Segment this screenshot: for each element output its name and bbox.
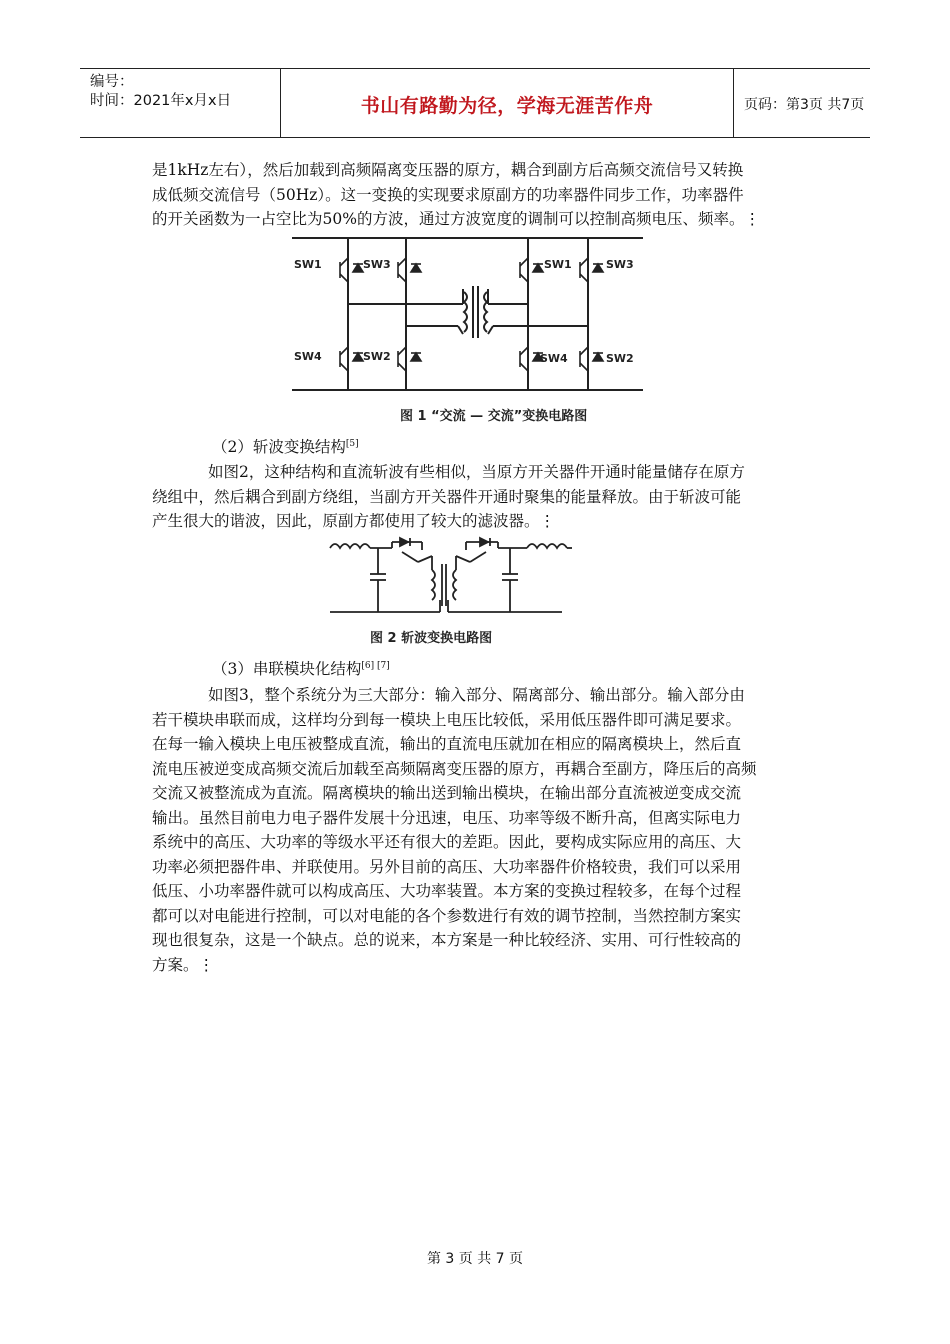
- text-line: 都可以对电能进行控制，可以对电能的各个参数进行有效的调节控制，当然控制方案实: [152, 906, 742, 925]
- figure-1-caption: 图 1 “交流 — 交流”变换电路图: [400, 409, 588, 424]
- text-line: 系统中的高压、大功率的等级水平还有很大的差距。因此，要构成实际应用的高压、大: [152, 833, 742, 851]
- text-line: 的开关函数为一占空比为50%的方波，通过方波宽度的调制可以控制高频电压、频率。⋮: [152, 210, 760, 228]
- switch-label: SW4: [540, 352, 568, 365]
- page-header: [80, 68, 870, 138]
- text-line: 若干模块串联而成，这样均分到每一模块上电压比较低，采用低压器件即可满足要求。: [152, 710, 742, 729]
- figure-2-chopper-diagram: [322, 534, 648, 650]
- text-line: 如图2，这种结构和直流斩波有些相似，当原方开关器件开通时能量储存在原方: [208, 463, 745, 481]
- text-line: 功率必须把器件串、并联使用。另外目前的高压、大功率器件价格较贵，我们可以采用: [152, 857, 742, 876]
- text-line: 流电压被逆变成高频交流后加载至高频隔离变压器的原方，再耦合至副方，降压后的高频: [152, 759, 757, 778]
- header-page-cell: [732, 69, 870, 137]
- text-line: 成低频交流信号（50Hz）。这一变换的实现要求原副方的功率器件同步工作，功率器件: [152, 185, 744, 204]
- section-3-title: （3）串联模块化结构: [212, 660, 362, 678]
- figure-2-caption: 图 2 斩波变换电路图: [370, 631, 493, 646]
- paragraph-3: [152, 683, 794, 977]
- motto: 书山有路勤为径，学海无涯苦作舟: [360, 95, 654, 117]
- text-line: 交流又被整流成为直流。隔离模块的输出送到输出模块，在输出部分直流被逆变成交流: [152, 784, 742, 802]
- text-line: 是1kHz左右），然后加载到高频隔离变压器的原方，耦合到副方后高频交流信号又转换: [152, 161, 744, 179]
- switch-label: SW3: [606, 258, 634, 271]
- number-label: 编号：: [90, 74, 134, 90]
- text-line: 输出。虽然目前电力电子器件发展十分迅速，电压、功率等级不断升高，但离实际电力: [152, 808, 742, 827]
- text-line: 绕组中，然后耦合到副方绕组，当副方开关器件开通时聚集的能量释放。由于斩波可能: [152, 487, 742, 506]
- text-line: 在每一输入模块上电压被整成直流，输出的直流电压就加在相应的隔离模块上，然后直: [152, 735, 742, 753]
- text-line: 现也很复杂，这是一个缺点。总的说来，本方案是一种比较经济、实用、可行性较高的: [152, 931, 742, 949]
- page-footer: 第 3 页 共 7 页: [426, 1251, 524, 1267]
- text-line: 产生很大的谐波，因此，原副方都使用了较大的滤波器。⋮: [152, 512, 556, 530]
- section-2-title: （2）斩波变换结构: [212, 438, 346, 456]
- citation: [6] [7]: [361, 660, 390, 671]
- time-label: 时间：2021年x月x日: [90, 93, 232, 109]
- switch-label: SW4: [294, 350, 322, 363]
- switch-label: SW1: [544, 258, 572, 271]
- header-meta: [80, 69, 280, 137]
- figure-1-circuit-diagram: [288, 234, 663, 430]
- text-line: 如图3，整个系统分为三大部分：输入部分、隔离部分、输出部分。输入部分由: [208, 686, 745, 704]
- switch-label: SW1: [294, 258, 322, 271]
- text-line: 低压、小功率器件就可以构成高压、大功率装置。本方案的变换过程较多，在每个过程: [152, 882, 742, 900]
- paragraph-2: [152, 460, 794, 534]
- section-3-heading: [212, 657, 854, 682]
- switch-label: SW2: [606, 352, 634, 365]
- paragraph-1: [152, 158, 794, 232]
- switch-label: SW3: [363, 258, 391, 271]
- text-line: 方案。⋮: [152, 955, 215, 974]
- page-label: 页码：第3页 共7页: [744, 97, 865, 113]
- section-2-heading: [212, 435, 854, 460]
- switch-label: SW2: [363, 350, 391, 363]
- header-motto-cell: [280, 69, 734, 137]
- citation: [5]: [345, 438, 359, 449]
